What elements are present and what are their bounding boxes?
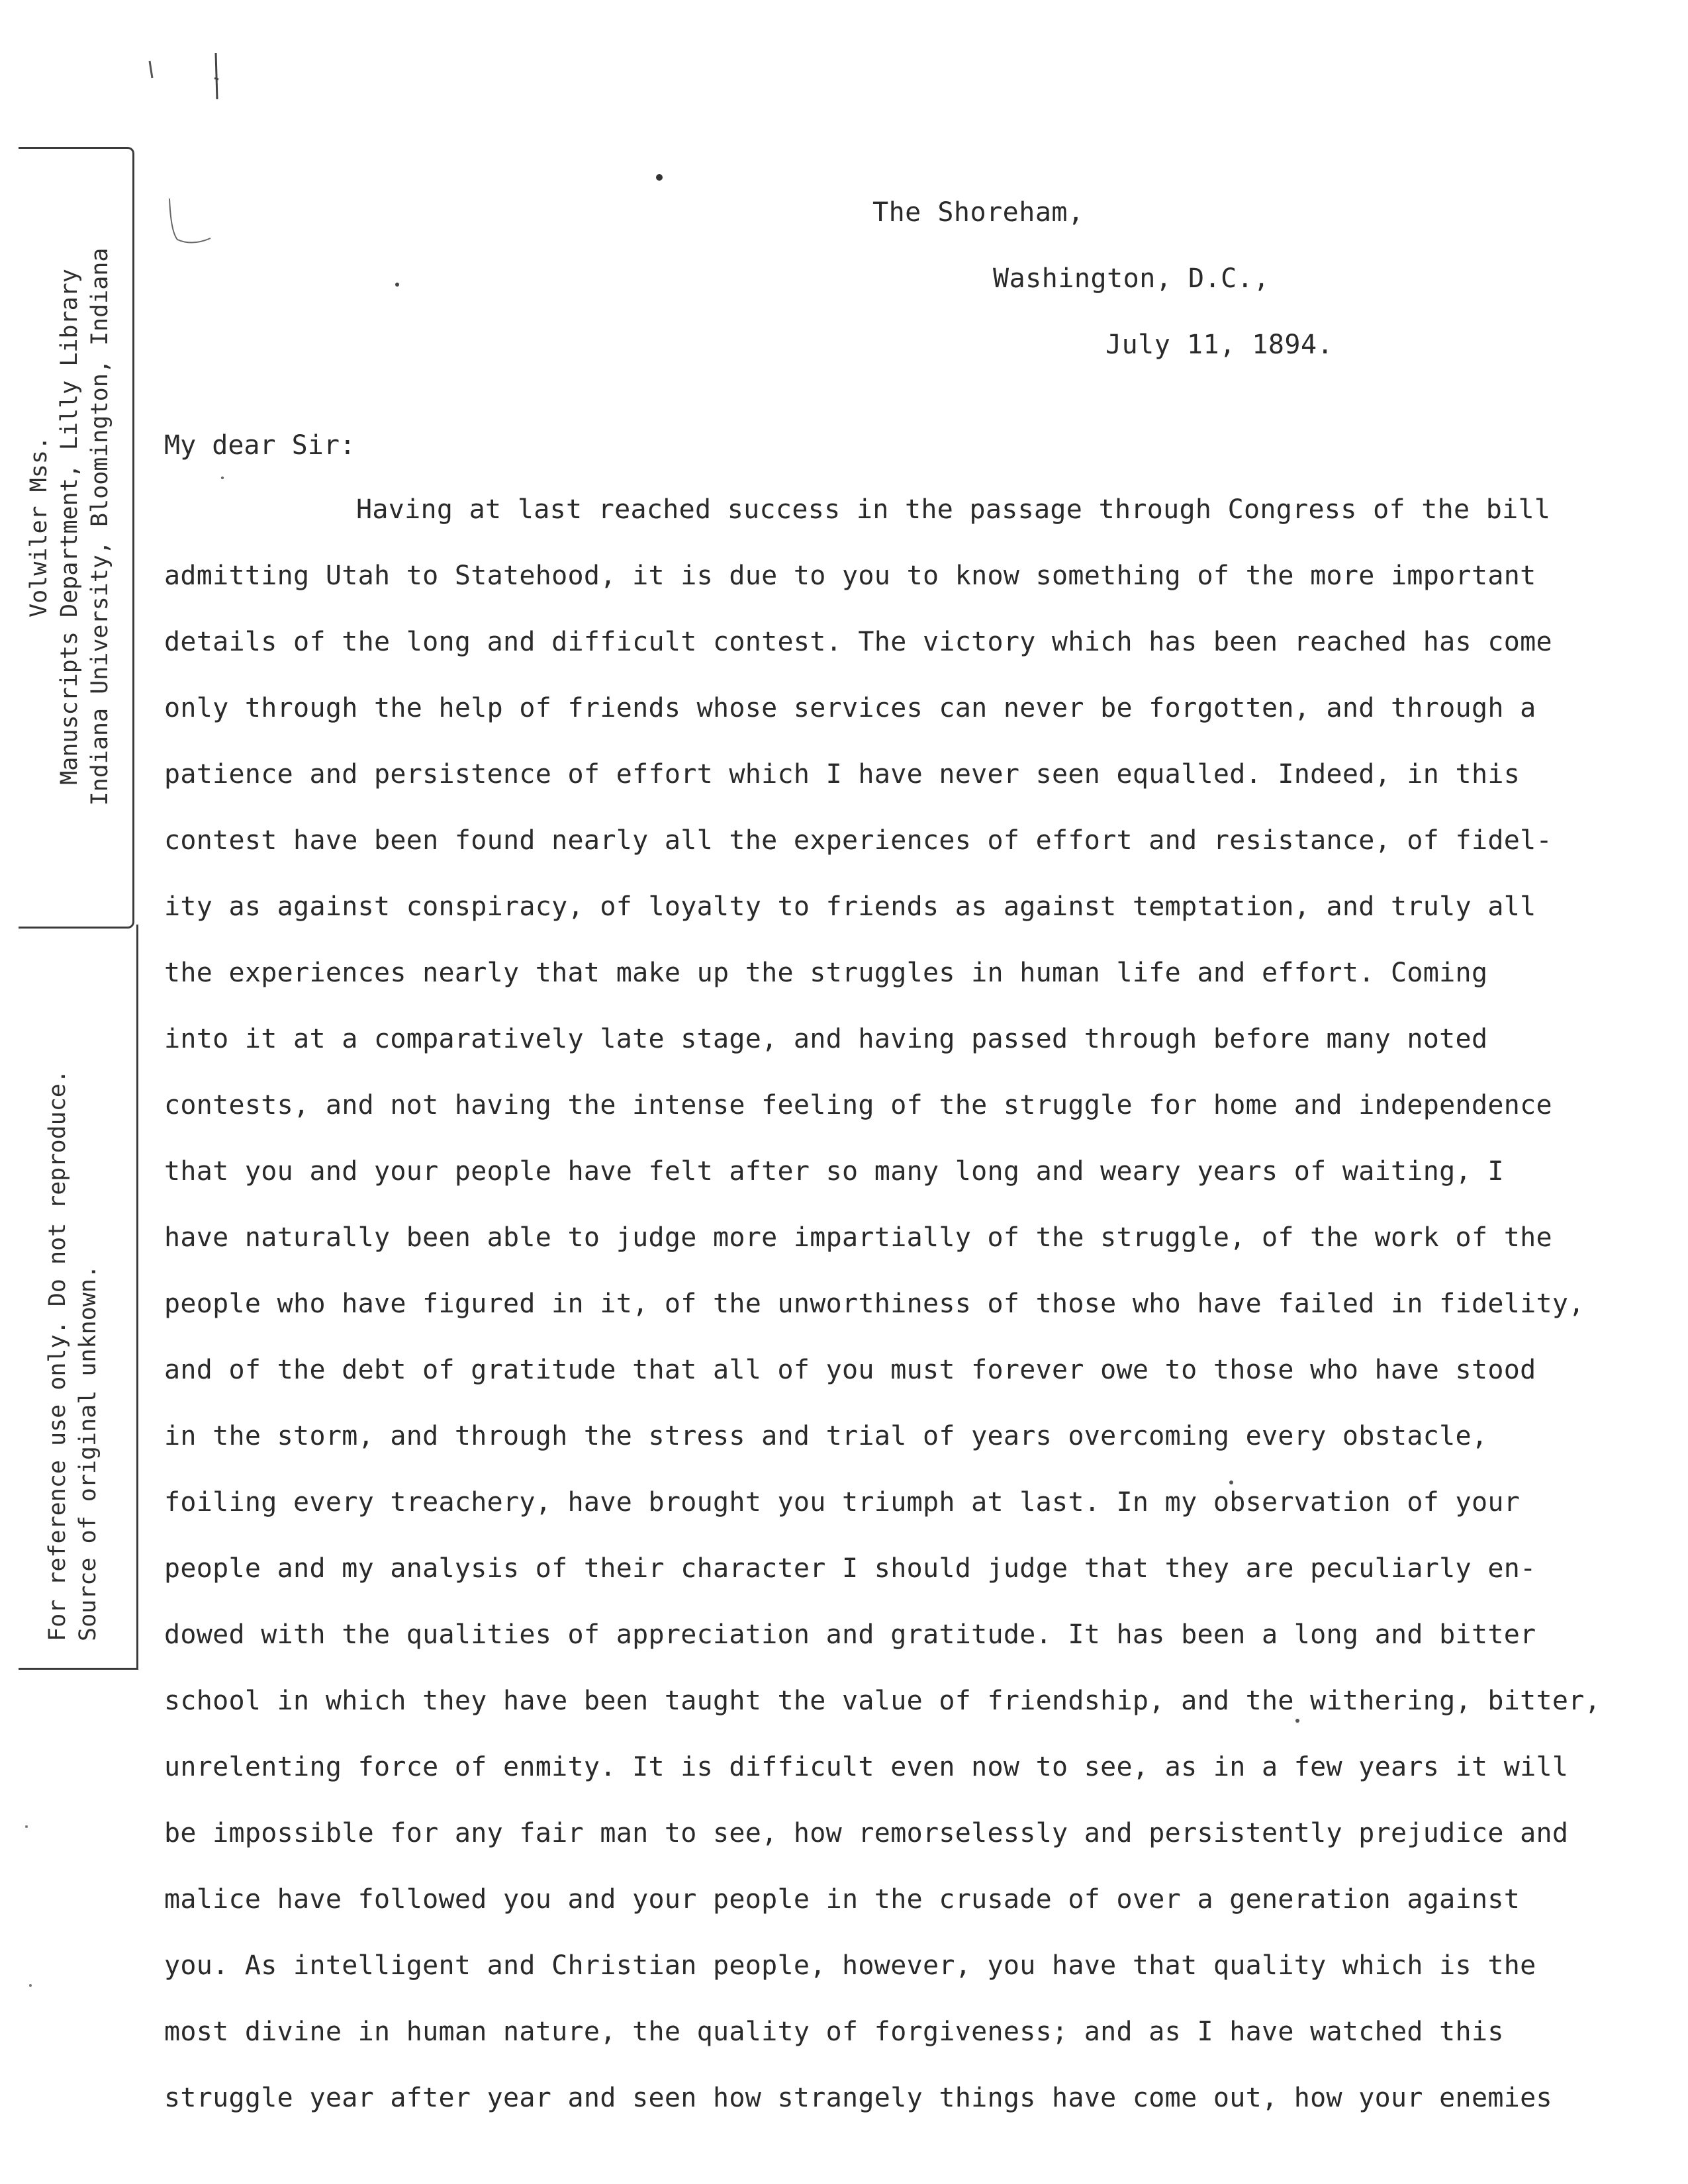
body-line: the experiences nearly that make up the struggles in human life and effort. Coming (164, 958, 1488, 988)
body-line: foiling every treachery, have brought you triumph at last. In my observation of your (164, 1487, 1521, 1518)
body-line: people who have figured in it, of the unworthiness of those who have failed in fidelity, (164, 1289, 1585, 1319)
letter-city: Washington, D.C., (993, 263, 1270, 294)
body-line: people and my analysis of their character I should judge that they are peculiarly en- (164, 1553, 1536, 1584)
body-line: most divine in human nature, the quality of forgiveness; and as I have watched this (164, 2017, 1504, 2047)
letter-date: July 11, 1894. (1105, 330, 1334, 360)
body-line: unrelenting force of enmity. It is difficult even now to see, as in a few years it will (164, 1752, 1569, 1782)
body-line: in the storm, and through the stress and trial of years overcoming every obstacle, (164, 1421, 1488, 1451)
body-line: that you and your people have felt after so many long and weary years of waiting, I (164, 1156, 1504, 1187)
stamp-line: Source of original unknown. (75, 1265, 101, 1641)
body-line: only through the help of friends whose services can never be forgotten, and through a (164, 693, 1536, 723)
body-line: you. As intelligent and Christian people, however, you have that quality which is the (164, 1950, 1536, 1981)
body-line: contests, and not having the intense feeling of the struggle for home and independence (164, 1090, 1552, 1120)
stamp-line: Volwiler Mss. (26, 436, 52, 617)
body-line: patience and persistence of effort which I have never seen equalled. Indeed, in this (164, 759, 1521, 790)
body-line: admitting Utah to Statehood, it is due to you to know something of the more important (164, 561, 1536, 591)
body-line: dowed with the qualities of appreciation and gratitude. It has been a long and bitter (164, 1619, 1536, 1650)
stamp-line: Manuscripts Department, Lilly Library (56, 269, 83, 785)
stamp-line: For reference use only. Do not reproduce. (44, 1069, 71, 1641)
body-line: into it at a comparatively late stage, and having passed through before many noted (164, 1024, 1488, 1054)
body-line: be impossible for any fair man to see, how remorselessly and persistently prejudice and (164, 1818, 1569, 1848)
letter-salutation: My dear Sir: (164, 430, 355, 461)
letter-body (164, 490, 1627, 2144)
body-line: and of the debt of gratitude that all of you must forever owe to those who have stood (164, 1355, 1536, 1385)
archive-stamp-collection (24, 150, 115, 904)
body-line: contest have been found nearly all the experiences of effort and resistance, of fidel- (164, 825, 1552, 856)
stamp-line: Indiana University, Bloomington, Indiana (87, 248, 113, 806)
body-line: have naturally been able to judge more impartially of the struggle, of the work of the (164, 1222, 1552, 1253)
body-line: Having at last reached success in the passage through Congress of the bill (356, 494, 1551, 525)
body-line: malice have followed you and your people in the crusade of over a generation against (164, 1884, 1521, 1915)
body-line: struggle year after year and seen how strangely things have come out, how your enemies (164, 2083, 1552, 2113)
body-line: ity as against conspiracy, of loyalty to friends as against temptation, and truly all (164, 891, 1536, 922)
letter-location: The Shoreham, (872, 197, 1084, 228)
archive-stamp-notice (42, 927, 103, 1655)
body-line: details of the long and difficult contest. The victory which has been reached has come (164, 627, 1552, 657)
body-line: school in which they have been taught the value of friendship, and the withering, bitter, (164, 1686, 1601, 1716)
